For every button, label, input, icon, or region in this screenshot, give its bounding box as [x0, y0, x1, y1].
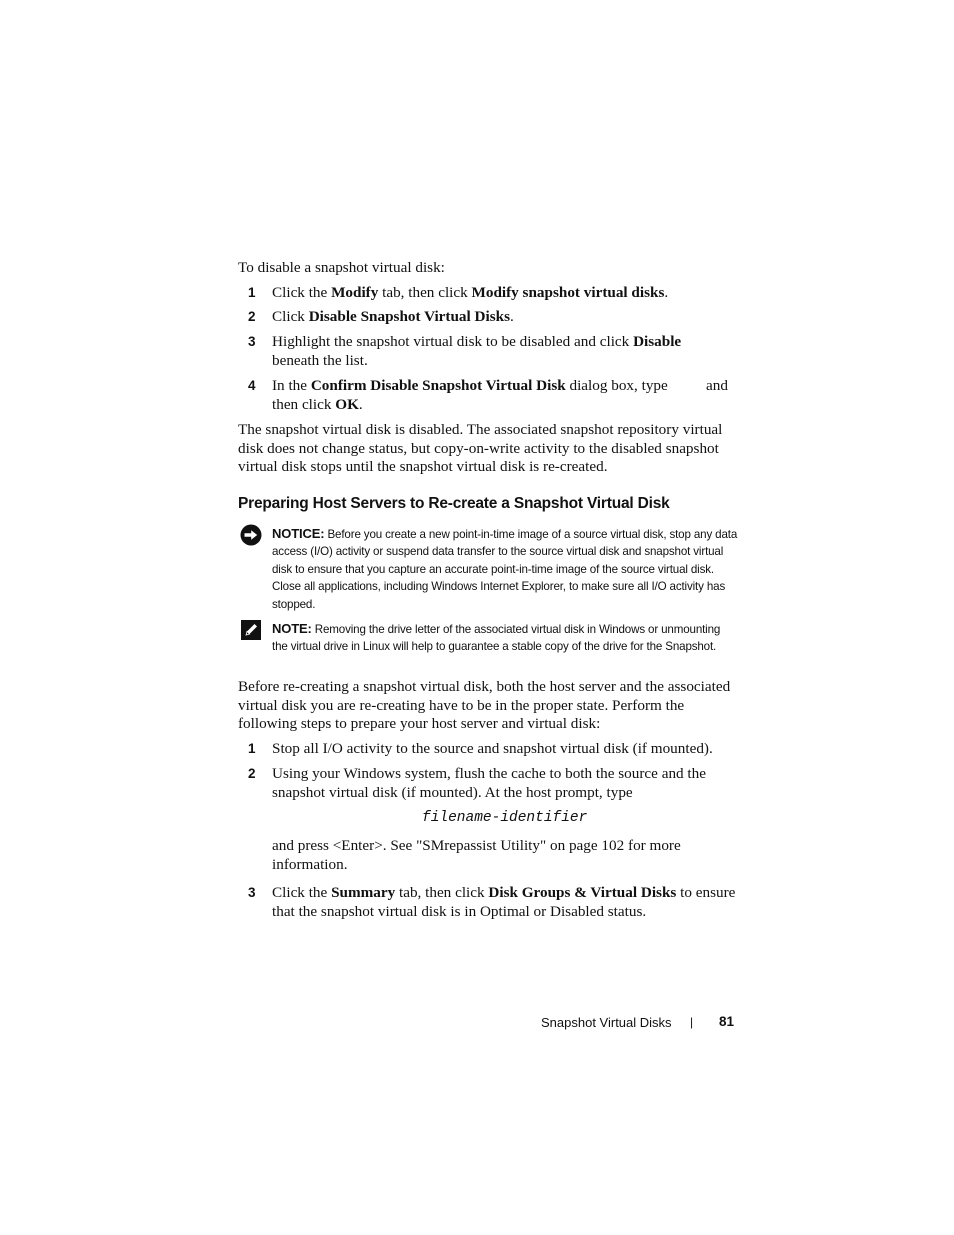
step-number: 3 — [248, 885, 256, 900]
prep-step-2 — [238, 765, 738, 802]
pencil-note-icon — [240, 619, 262, 641]
note-label: NOTE: — [272, 621, 312, 636]
section-heading: Preparing Host Servers to Re-create a Snapshot Virtual Disk — [238, 495, 670, 512]
disable-snapshot-label: Disable Snapshot Virtual Disks — [308, 308, 510, 325]
step-number: 3 — [248, 334, 256, 349]
disable-step-2: 2 Click Disable Snapshot Virtual Disks. — [248, 308, 514, 325]
disk-groups-label: Disk Groups & Virtual Disks — [488, 884, 677, 901]
prep-step-2-after: and press <Enter>. See "SMrepassist Utility" on page 102 for more information. — [272, 837, 681, 873]
step-number: 1 — [248, 741, 256, 756]
and-text: and — [706, 377, 728, 394]
notice-text: NOTICE: Before you create a new point-in-time image of a source virtual disk, stop any data access (I/O) activity or suspend data transfer to the source virtual disk and snapshot virtual disk to ensure that you capture an accurate point-in-time image of the source virtual disk. Close all applications, including Windows Internet Explorer, to make sure all I/O activity has stopped. — [272, 526, 738, 611]
step-number: 4 — [248, 378, 256, 393]
intro-text: To disable a snapshot virtual disk: — [238, 259, 445, 276]
step-number: 1 — [248, 285, 256, 300]
note-text: NOTE: Removing the drive letter of the associated virtual disk in Windows or unmounting the virtual drive in Linux will help to guarantee a stable copy of the drive for the Snapshot. — [272, 621, 721, 654]
prep-step-1-text: Stop all I/O activity to the source and snapshot virtual disk (if mounted). — [272, 740, 713, 757]
footer-separator: | — [690, 1015, 694, 1029]
ok-label: OK — [335, 395, 359, 413]
step-number: 2 — [248, 766, 256, 781]
notice-label: NOTICE: — [272, 526, 325, 541]
disable-step-1: 1 Click the Modify tab, then click Modify snapshot virtual disks. — [248, 284, 669, 301]
result-paragraph: The snapshot virtual disk is disabled. The associated snapshot repository virtual disk does not change status, but copy-on-write activity to the disabled snapshot virtual disk stops until the snapshot virtual disk is re-created. — [238, 421, 723, 476]
confirm-dialog-label: Confirm Disable Snapshot Virtual Disk — [310, 377, 566, 394]
summary-tab-label: Summary — [331, 884, 396, 901]
prep-step-2-text: Using your Windows system, flush the cache to both the source and the snapshot virtual disk (if mounted). At the host prompt, type — [272, 765, 706, 801]
disable-step-4: 4 In the Confirm Disable Snapshot Virtual Disk dialog box, type and then click OK. — [248, 377, 728, 413]
notice-hand-icon — [240, 524, 262, 546]
disable-step-3: 3 Highlight the snapshot virtual disk to be disabled and click Disable beneath the list. — [248, 333, 682, 369]
modify-tab-label: Modify — [331, 284, 379, 301]
prep-step-3: 3 Click the Summary tab, then click Disk Groups & Virtual Disks to ensure that the snapshot virtual disk is in Optimal or Disabled status. — [248, 884, 736, 920]
command-code: filename-identifier — [422, 810, 588, 826]
footer-section: Snapshot Virtual Disks — [541, 1015, 672, 1030]
step-number: 2 — [248, 309, 256, 324]
prep-paragraph: Before re-creating a snapshot virtual disk, both the host server and the associated virtual disk you are re-creating have to be in the proper state. Perform the following steps to prepare your host server and virtual disk: — [238, 678, 731, 733]
disable-label: Disable — [633, 333, 682, 350]
page-number: 81 — [719, 1014, 735, 1029]
modify-snapshot-label: Modify snapshot virtual disks — [471, 284, 665, 301]
prep-step-1 — [238, 740, 738, 759]
